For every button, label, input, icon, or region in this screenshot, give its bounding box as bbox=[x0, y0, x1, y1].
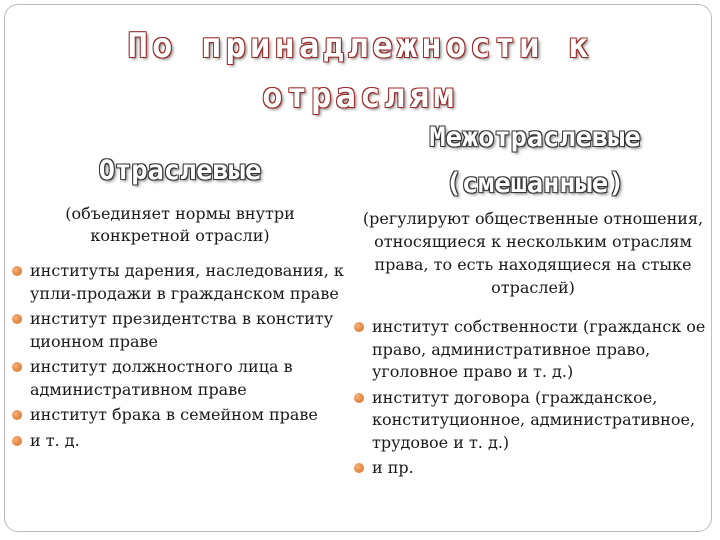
right-column-description: (регулируют общественные отношения, относящиеся к нескольким отраслям права, то есть находящиеся на стыке отраслей) bbox=[362, 209, 704, 297]
bullet-icon bbox=[12, 436, 22, 446]
left-column-description: (объединяет нормы внутри конкретной отрасли) bbox=[65, 204, 295, 245]
bullet-icon bbox=[354, 393, 364, 403]
list-item bbox=[12, 404, 352, 427]
right-column-heading-line2: (смешанные) bbox=[445, 168, 625, 199]
list-item bbox=[12, 430, 352, 453]
bullet-icon bbox=[354, 322, 364, 332]
right-column-heading-line1: Межотраслевые bbox=[429, 122, 641, 153]
list-item-text: институт президентства в конститу ционном праве bbox=[30, 309, 334, 351]
bullet-icon bbox=[12, 362, 22, 372]
left-column-heading: Отраслевые bbox=[98, 155, 262, 186]
list-item bbox=[12, 260, 352, 305]
list-item-text: институт брака в семейном праве bbox=[30, 405, 318, 424]
slide-title-line2: отраслям bbox=[262, 76, 458, 116]
slide-title-line1: По принадлежности к bbox=[127, 26, 593, 66]
list-item-text: институт должностного лица в административном праве bbox=[30, 357, 293, 399]
list-item-text: институт собственности (гражданск ое право, административное право, уголовное право и т. д.) bbox=[372, 317, 706, 381]
list-item bbox=[12, 356, 352, 401]
list-item-text: и т. д. bbox=[30, 430, 80, 450]
list-item-text: и пр. bbox=[372, 458, 414, 477]
bullet-icon bbox=[354, 463, 364, 473]
list-item bbox=[354, 457, 716, 480]
list-item bbox=[354, 316, 716, 384]
list-item-text: институты дарения, наследования, к упли-продажи в гражданском праве bbox=[30, 261, 344, 303]
left-column-list bbox=[12, 260, 352, 455]
right-column-list bbox=[354, 316, 716, 483]
bullet-icon bbox=[12, 410, 22, 420]
list-item bbox=[354, 387, 716, 455]
bullet-icon bbox=[12, 266, 22, 276]
list-item bbox=[12, 308, 352, 353]
bullet-icon bbox=[12, 314, 22, 324]
list-item-text: институт договора (гражданское, конституционное, административное, трудовое и т. д.) bbox=[372, 387, 696, 452]
